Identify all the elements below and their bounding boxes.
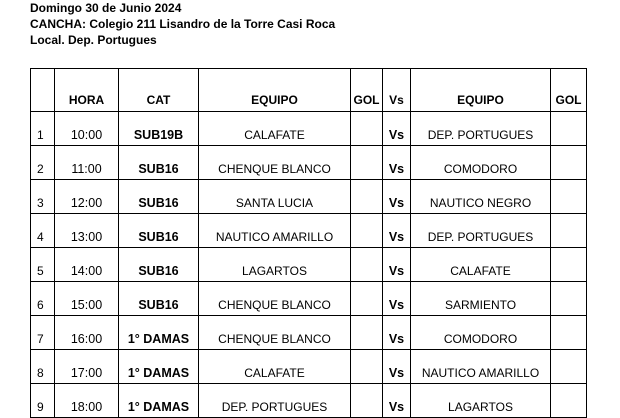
col-header-vs: Vs [383,69,411,112]
home-goals [351,316,383,350]
match-time: 10:00 [55,112,119,146]
vs-label: Vs [383,214,411,248]
col-header-gol-local: GOL [351,69,383,112]
vs-label: Vs [383,350,411,384]
home-goals [351,214,383,248]
table-row [31,316,587,350]
home-team: CALAFATE [199,350,351,384]
match-category: SUB16 [119,146,199,180]
match-number: 3 [31,180,55,214]
away-team: DEP. PORTUGUES [411,214,551,248]
col-header-cat: CAT [119,69,199,112]
fixture-table [30,68,587,418]
home-goals [351,180,383,214]
match-number: 7 [31,316,55,350]
home-team: NAUTICO AMARILLO [199,214,351,248]
table-row [31,248,587,282]
document-header [30,0,335,48]
match-number: 2 [31,146,55,180]
away-goals [551,180,587,214]
away-goals [551,282,587,316]
table-row [31,146,587,180]
match-time: 17:00 [55,350,119,384]
col-header-num [31,69,55,112]
vs-label: Vs [383,384,411,418]
home-goals [351,146,383,180]
home-team: CHENQUE BLANCO [199,282,351,316]
col-header-equipo-local: EQUIPO [199,69,351,112]
vs-label: Vs [383,316,411,350]
match-category: SUB19B [119,112,199,146]
away-goals [551,248,587,282]
match-category: SUB16 [119,282,199,316]
match-number: 6 [31,282,55,316]
match-category: SUB16 [119,248,199,282]
home-club: Local. Dep. Portugues [30,33,157,47]
away-goals [551,214,587,248]
home-goals [351,282,383,316]
table-row [31,214,587,248]
col-header-equipo-visitante: EQUIPO [411,69,551,112]
match-category: 1° DAMAS [119,316,199,350]
home-goals [351,112,383,146]
match-time: 13:00 [55,214,119,248]
home-team: DEP. PORTUGUES [199,384,351,418]
match-category: SUB16 [119,214,199,248]
away-team: NAUTICO NEGRO [411,180,551,214]
match-time: 15:00 [55,282,119,316]
away-goals [551,146,587,180]
match-number: 5 [31,248,55,282]
home-goals [351,248,383,282]
away-team: DEP. PORTUGUES [411,112,551,146]
vs-label: Vs [383,248,411,282]
match-category: 1° DAMAS [119,384,199,418]
match-time: 14:00 [55,248,119,282]
vs-label: Vs [383,180,411,214]
table-row [31,180,587,214]
away-team: NAUTICO AMARILLO [411,350,551,384]
home-team: SANTA LUCIA [199,180,351,214]
match-time: 11:00 [55,146,119,180]
away-goals [551,112,587,146]
away-goals [551,350,587,384]
table-row [31,112,587,146]
away-team: COMODORO [411,316,551,350]
match-date: Domingo 30 de Junio 2024 [30,1,182,15]
home-goals [351,384,383,418]
match-time: 12:00 [55,180,119,214]
home-team: LAGARTOS [199,248,351,282]
match-number: 4 [31,214,55,248]
home-goals [351,350,383,384]
match-number: 8 [31,350,55,384]
table-header-row [31,69,587,112]
away-team: CALAFATE [411,248,551,282]
home-team: CHENQUE BLANCO [199,316,351,350]
away-team: COMODORO [411,146,551,180]
away-team: LAGARTOS [411,384,551,418]
table-row [31,282,587,316]
away-goals [551,384,587,418]
vs-label: Vs [383,282,411,316]
match-time: 16:00 [55,316,119,350]
match-category: 1° DAMAS [119,350,199,384]
match-number: 1 [31,112,55,146]
away-goals [551,316,587,350]
match-category: SUB16 [119,180,199,214]
table-row [31,384,587,418]
vs-label: Vs [383,112,411,146]
away-team: SARMIENTO [411,282,551,316]
match-number: 9 [31,384,55,418]
venue: CANCHA: Colegio 211 Lisandro de la Torre Casi Roca [30,17,336,31]
home-team: CHENQUE BLANCO [199,146,351,180]
vs-label: Vs [383,146,411,180]
col-header-gol-visitante: GOL [551,69,587,112]
table-row [31,350,587,384]
col-header-hora: HORA [55,69,119,112]
match-time: 18:00 [55,384,119,418]
home-team: CALAFATE [199,112,351,146]
